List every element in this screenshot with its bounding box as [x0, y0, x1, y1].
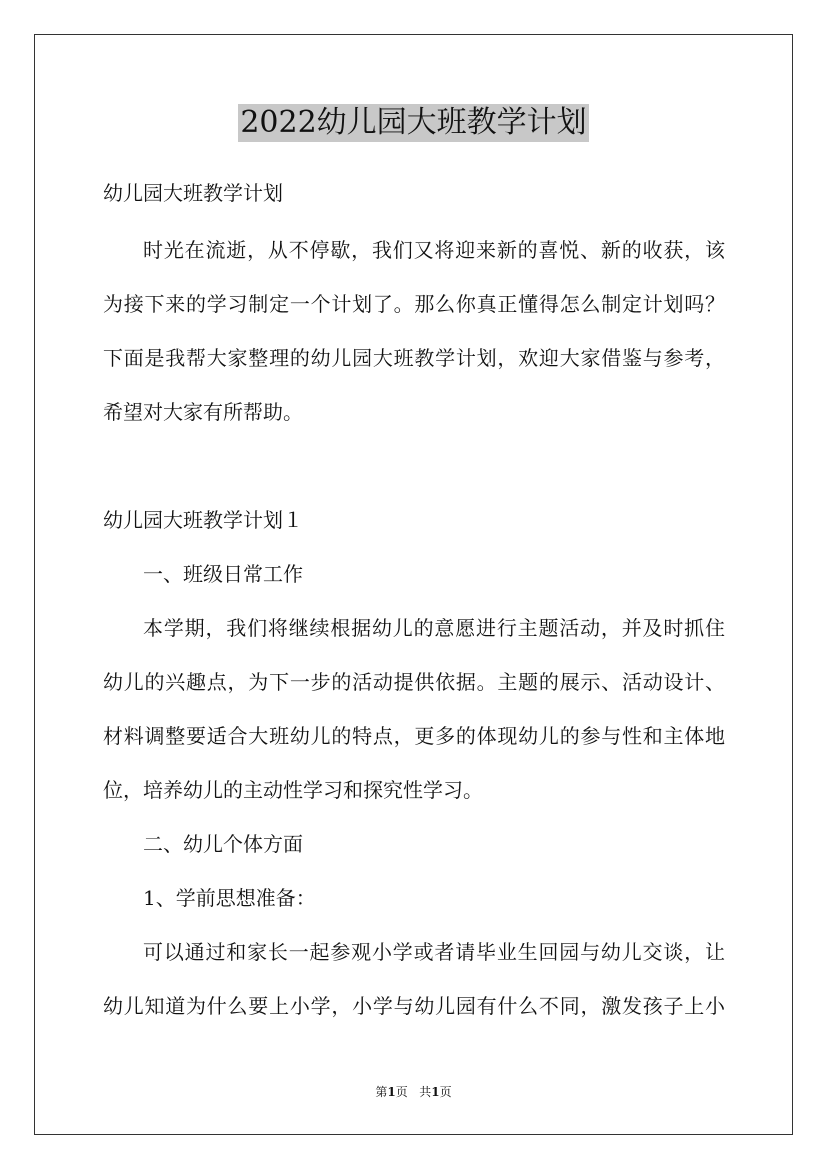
section-title: 幼儿园大班教学计划１ [103, 508, 303, 532]
heading-individual-children: 二、幼儿个体方面 [143, 832, 303, 856]
footer-total-suffix: 页 [439, 1085, 452, 1099]
para-1-line-2: 幼儿的兴趣点，为下一步的活动提供依据。主题的展示、活动设计、 [103, 670, 725, 694]
document-title: 2022幼儿园大班教学计划 [240, 105, 587, 140]
para-2-line-1: 可以通过和家长一起参观小学或者请毕业生回园与幼儿交谈，让 [143, 940, 725, 964]
footer-page-prefix: 第 [375, 1085, 388, 1099]
document-subtitle: 幼儿园大班教学计划 [103, 181, 283, 205]
intro-line-1: 时光在流逝，从不停歇，我们又将迎来新的喜悦、新的收获，该 [143, 238, 725, 262]
title-container [0, 104, 827, 142]
para-2-line-2: 幼儿知道为什么要上小学，小学与幼儿园有什么不同，激发孩子上小 [103, 994, 725, 1018]
intro-line-2: 为接下来的学习制定一个计划了。那么你真正懂得怎么制定计划吗？ [103, 292, 725, 316]
footer-page-suffix: 页 [395, 1085, 408, 1099]
intro-line-4: 希望对大家有所帮助。 [103, 400, 303, 424]
para-1-line-1: 本学期，我们将继续根据幼儿的意愿进行主题活动，并及时抓住 [143, 616, 725, 640]
heading-class-daily-work: 一、班级日常工作 [143, 562, 303, 586]
para-1-line-4: 位，培养幼儿的主动性学习和探究性学习。 [103, 778, 483, 802]
footer-total-number: 1 [431, 1085, 440, 1099]
footer-page-number: 1 [387, 1085, 396, 1099]
heading-preschool-preparation: 1、学前思想准备： [143, 886, 316, 910]
footer-total-prefix: 共 [419, 1085, 432, 1099]
intro-line-3: 下面是我帮大家整理的幼儿园大班教学计划，欢迎大家借鉴与参考， [103, 346, 725, 370]
page-footer [0, 1084, 827, 1100]
para-1-line-3: 材料调整要适合大班幼儿的特点，更多的体现幼儿的参与性和主体地 [103, 724, 725, 748]
